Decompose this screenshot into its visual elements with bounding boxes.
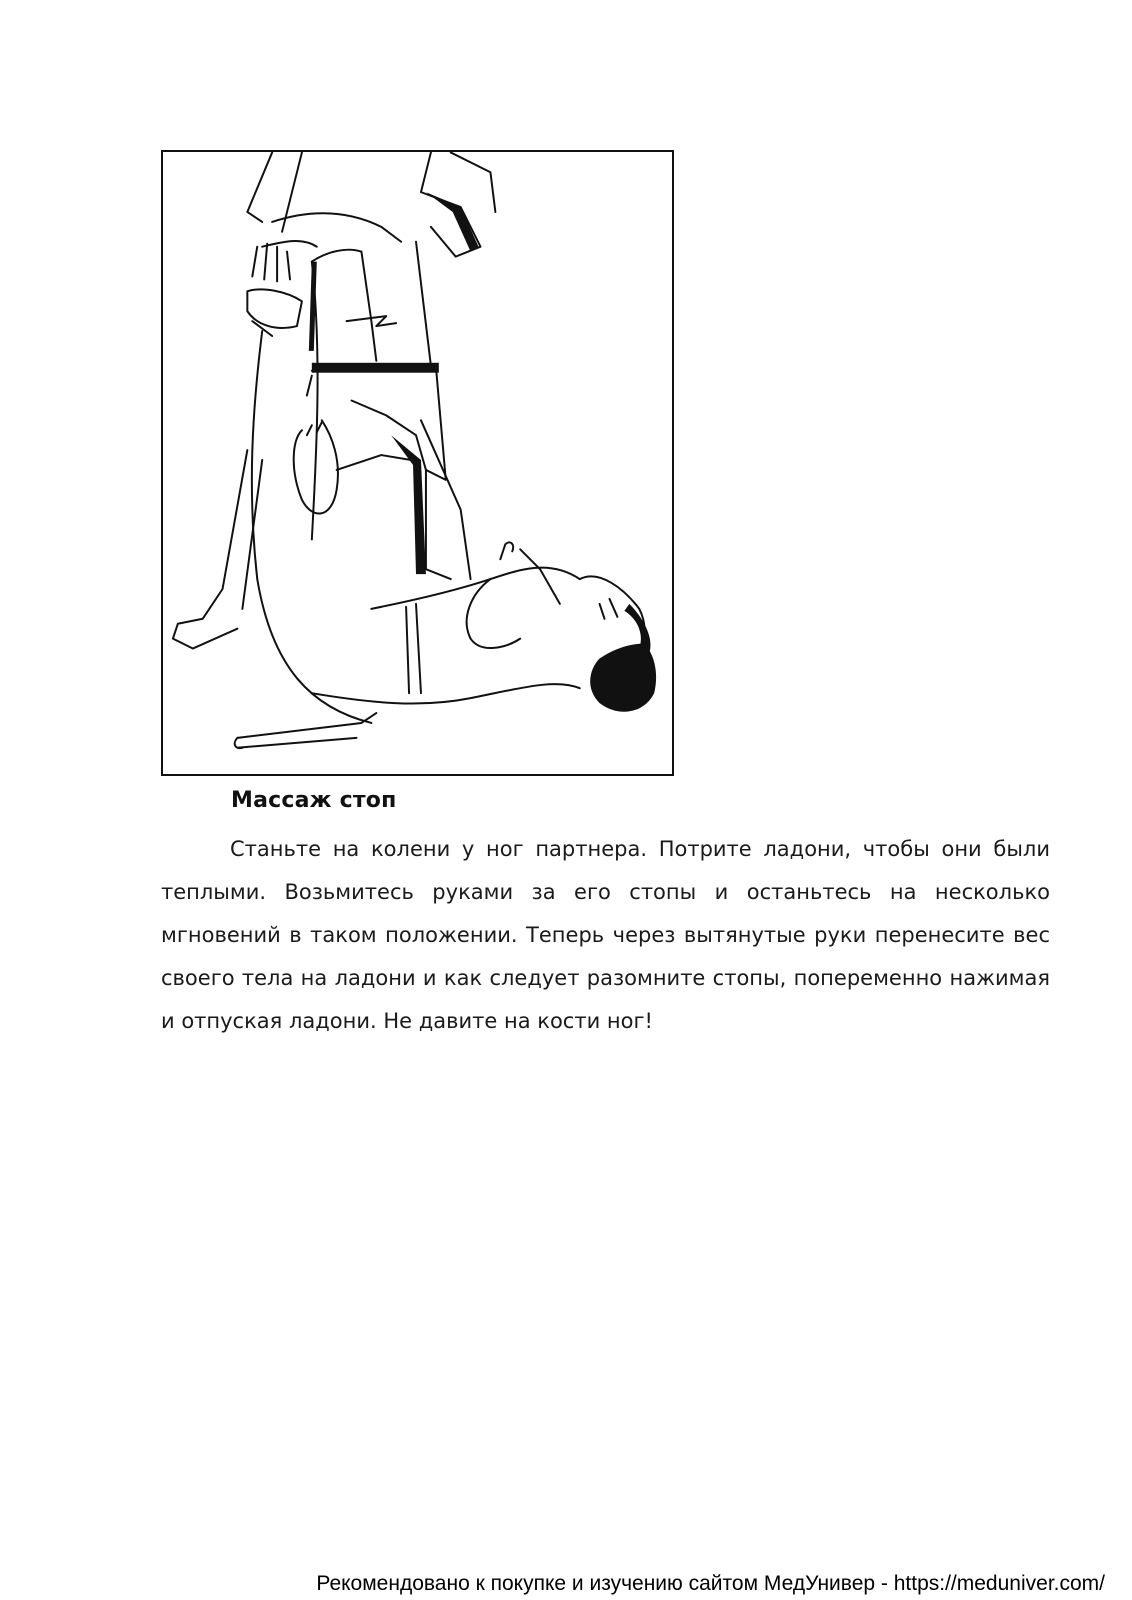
massage-illustration bbox=[161, 150, 674, 776]
section-paragraph: Станьте на колени у ног партнера. Потрите ладони, чтобы они были теплыми. Возьмитесь руками за его стопы и останьтесь на несколько мгновений в таком положении. Теперь через вытянутые руки перенесите вес своего тела на ладони и как следует разомните стопы, попеременно нажимая и отпуская ладони. Не давите на кости ног! bbox=[161, 837, 1050, 1033]
section-heading: Массаж стоп bbox=[231, 788, 397, 813]
footer-recommendation: Рекомендовано к покупке и изучению сайтом МедУнивер - https://meduniver.com/ bbox=[316, 1572, 1105, 1595]
illustration-drawing bbox=[163, 152, 672, 774]
